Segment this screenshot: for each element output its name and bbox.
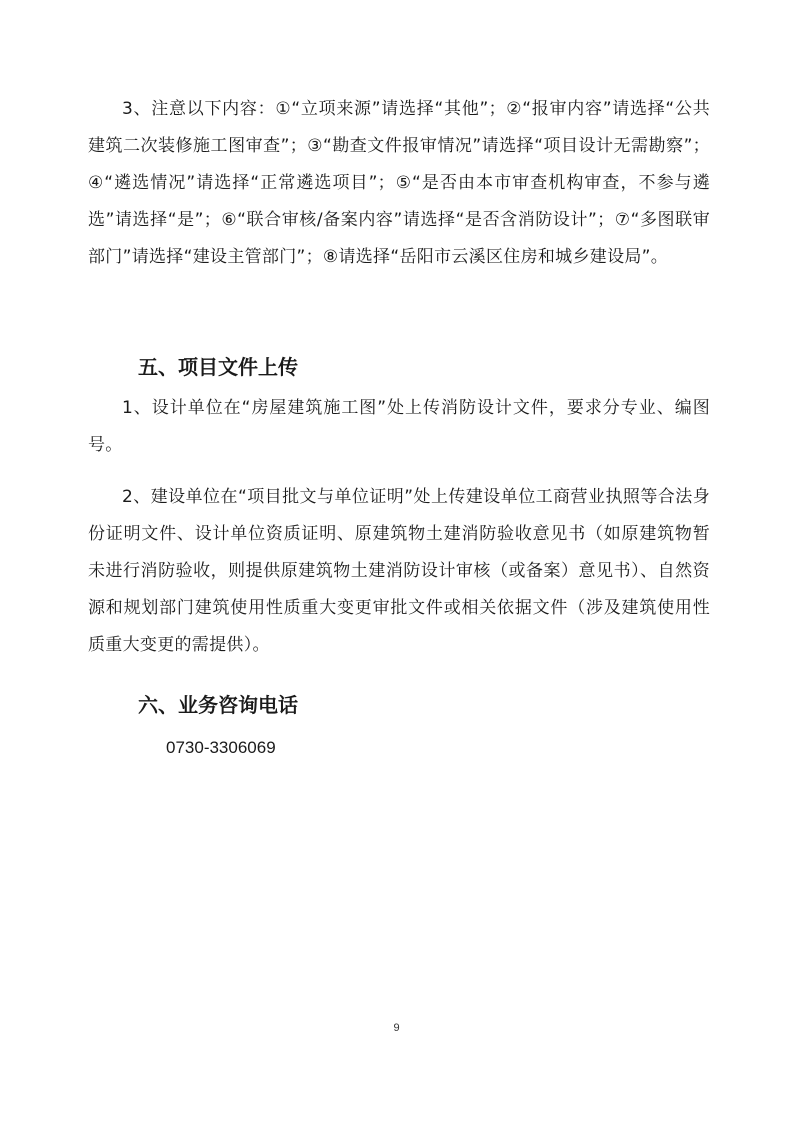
section-4-continued xyxy=(88,91,710,276)
section-6-body xyxy=(88,729,710,766)
section-5-body-2 xyxy=(88,479,710,664)
section-5-heading: 五、项目文件上传 xyxy=(138,355,298,379)
upload-item-1: 1、设计单位在“房屋建筑施工图”处上传消防设计文件，要求分专业、编图号。 xyxy=(88,398,710,455)
instruction-item-3: 3、注意以下内容：①“立项来源”请选择“其他”；②“报审内容”请选择“公共建筑二次装修施工图审查”；③“勘查文件报审情况”请选择“项目设计无需勘察”；④“遴选情况”请选择“正常遴选项目”；⑤“是否由本市审查机构审查，不参与遴选”请选择“是”；⑥“联合审核/备案内容”请选择“是否含消防设计”；⑦“多图联审部门”请选择“建设主管部门”；⑧请选择“岳阳市云溪区住房和城乡建设局”。 xyxy=(88,99,710,267)
section-5-body xyxy=(88,390,710,464)
consult-phone-number: 0730-3306069 xyxy=(166,738,276,757)
page-number: 9 xyxy=(393,1022,400,1034)
section-5 xyxy=(88,349,710,386)
upload-item-2: 2、建设单位在“项目批文与单位证明”处上传建设单位工商营业执照等合法身份证明文件、设计单位资质证明、原建筑物土建消防验收意见书（如原建筑物暂未进行消防验收，则提供原建筑物土建消防设计审核（或备案）意见书）、自然资源和规划部门建筑使用性质重大变更审批文件或相关依据文件（涉及建筑使用性质重大变更的需提供）。 xyxy=(88,487,710,655)
section-6 xyxy=(88,687,710,724)
section-6-heading: 六、业务咨询电话 xyxy=(138,693,298,717)
